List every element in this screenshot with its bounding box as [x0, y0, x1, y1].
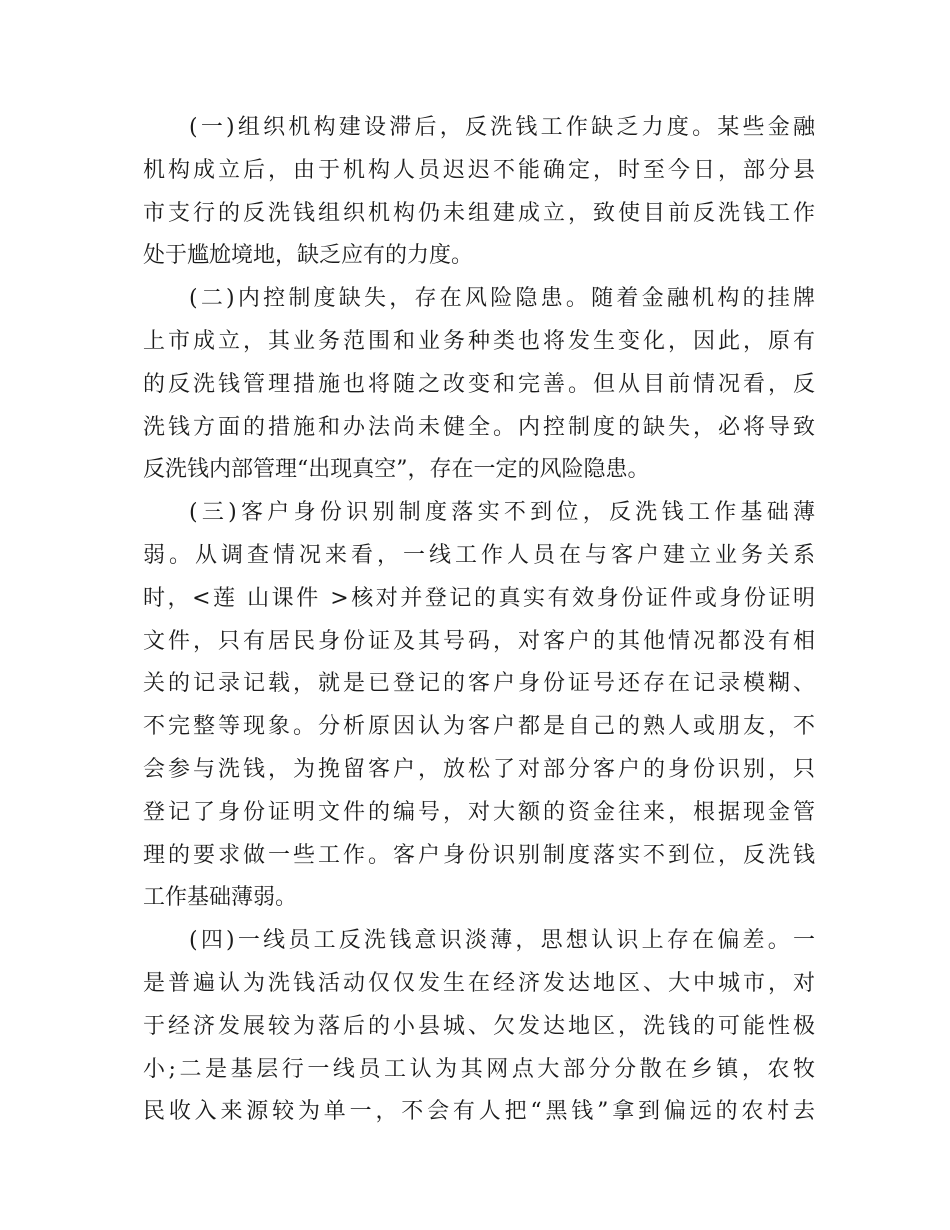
text-line: 小;二是基层行一线员工认为其网点大部分分散在乡镇，农牧 — [143, 1056, 815, 1082]
text-line: 的反洗钱管理措施也将随之改变和完善。但从目前情况看，反 — [143, 371, 815, 397]
text-line: 机构成立后，由于机构人员迟迟不能确定，时至今日，部分县 — [143, 157, 815, 183]
text-line: 不完整等现象。分析原因认为客户都是自己的熟人或朋友，不 — [143, 714, 815, 740]
text-line: 关的记录记载，就是已登记的客户身份证号还存在记录模糊、 — [143, 671, 815, 697]
paragraph-1 — [143, 107, 815, 278]
text-line: 处于尴尬境地，缺乏应有的力度。 — [143, 243, 474, 269]
text-line: (三)客户身份识别制度落实不到位，反洗钱工作基础薄 — [189, 500, 815, 526]
text-line: (四)一线员工反洗钱意识淡薄，思想认识上存在偏差。一 — [189, 928, 815, 954]
text-line: 文件，只有居民身份证及其号码，对客户的其他情况都没有相 — [143, 628, 815, 654]
text-line: 民收入来源较为单一，不会有人把“黑钱”拿到偏远的农村去 — [143, 1099, 815, 1125]
text-line: (一)组织机构建设滞后，反洗钱工作缺乏力度。某些金融 — [189, 115, 815, 140]
text-line: 登记了身份证明文件的编号，对大额的资金往来，根据现金管 — [143, 799, 815, 825]
text-line: 是普遍认为洗钱活动仅仅发生在经济发达地区、大中城市，对 — [143, 970, 815, 996]
paragraph-4 — [143, 920, 815, 1134]
text-line: 时，<莲 山课件 >核对并登记的真实有效身份证件或身份证明 — [143, 585, 815, 611]
paragraph-2 — [143, 278, 815, 492]
text-line: 洗钱方面的措施和办法尚未健全。内控制度的缺失，必将导致 — [143, 414, 815, 440]
text-line: 上市成立，其业务范围和业务种类也将发生变化，因此，原有 — [143, 328, 815, 354]
text-line: 工作基础薄弱。 — [143, 885, 298, 911]
text-line: 市支行的反洗钱组织机构仍未组建成立，致使目前反洗钱工作 — [143, 200, 815, 226]
text-line: 理的要求做一些工作。客户身份识别制度落实不到位，反洗钱 — [143, 842, 815, 868]
paragraph-3 — [143, 492, 815, 920]
text-line: 弱。从调查情况来看，一线工作人员在与客户建立业务关系 — [143, 542, 815, 568]
text-line: (二)内控制度缺失，存在风险隐患。随着金融机构的挂牌 — [189, 286, 815, 312]
text-line: 会参与洗钱，为挽留客户，放松了对部分客户的身份识别，只 — [143, 756, 815, 782]
text-line: 反洗钱内部管理“出现真空”，存在一定的风险隐患。 — [143, 457, 650, 483]
document-page — [143, 107, 815, 1134]
text-line: 于经济发展较为落后的小县城、欠发达地区，洗钱的可能性极 — [143, 1013, 815, 1039]
